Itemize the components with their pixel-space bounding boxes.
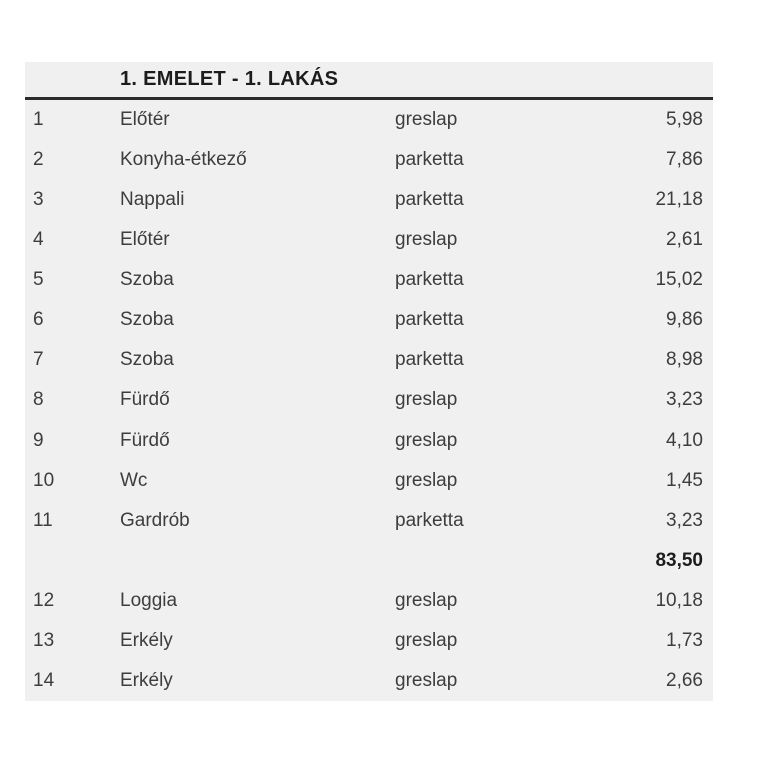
area-value: 21,18	[655, 189, 703, 211]
table-row	[25, 581, 713, 621]
row-number: 14	[33, 669, 55, 691]
row-number: 7	[33, 349, 44, 371]
table-title: 1. EMELET - 1. LAKÁS	[120, 68, 339, 90]
table-row	[25, 421, 713, 461]
room-name: Konyha-étkező	[120, 149, 247, 171]
row-number: 4	[33, 229, 44, 251]
room-name: Szoba	[120, 349, 174, 371]
room-name: Előtér	[120, 229, 170, 251]
table-row	[25, 380, 713, 420]
table-row	[25, 140, 713, 180]
row-number: 6	[33, 309, 44, 331]
area-value: 4,10	[666, 429, 703, 451]
room-name: Nappali	[120, 189, 185, 211]
area-value: 10,18	[655, 589, 703, 611]
table-header-row	[25, 62, 713, 100]
material: parketta	[395, 349, 464, 371]
table-row	[25, 340, 713, 380]
table-row	[25, 220, 713, 260]
room-name: Loggia	[120, 589, 178, 611]
material: parketta	[395, 509, 464, 531]
row-number: 5	[33, 269, 44, 291]
row-number: 1	[33, 109, 44, 131]
area-value: 3,23	[666, 389, 703, 411]
room-name: Szoba	[120, 269, 174, 291]
area-value: 9,86	[666, 309, 703, 331]
material: greslap	[395, 589, 458, 611]
room-name: Fürdő	[120, 389, 170, 411]
table-row	[25, 180, 713, 220]
table-rows	[25, 100, 713, 701]
area-value: 3,23	[666, 509, 703, 531]
table-row	[25, 260, 713, 300]
row-number: 11	[33, 509, 53, 531]
material: greslap	[395, 109, 458, 131]
table-row	[25, 541, 713, 581]
area-value: 7,86	[666, 149, 703, 171]
row-number: 3	[33, 189, 44, 211]
room-name: Szoba	[120, 309, 174, 331]
table-row	[25, 621, 713, 661]
area-value: 1,73	[666, 629, 703, 651]
material: greslap	[395, 429, 458, 451]
area-value: 15,02	[655, 269, 703, 291]
room-name: Előtér	[120, 109, 170, 131]
room-name: Gardrób	[120, 509, 190, 531]
room-name: Erkély	[120, 629, 173, 651]
table-row	[25, 300, 713, 340]
table-row	[25, 100, 713, 140]
room-name: Erkély	[120, 669, 173, 691]
material: greslap	[395, 629, 458, 651]
material: greslap	[395, 389, 458, 411]
table-row	[25, 501, 713, 541]
row-number: 12	[33, 589, 55, 611]
area-value: 8,98	[666, 349, 703, 371]
area-value: 5,98	[666, 109, 703, 131]
table-row	[25, 661, 713, 701]
area-value: 2,61	[666, 229, 703, 251]
row-number: 2	[33, 149, 44, 171]
material: parketta	[395, 189, 464, 211]
material: parketta	[395, 309, 464, 331]
area-value: 83,50	[655, 549, 703, 571]
room-name: Fürdő	[120, 429, 170, 451]
row-number: 10	[33, 469, 55, 491]
area-value: 1,45	[666, 469, 703, 491]
table-row	[25, 461, 713, 501]
row-number: 8	[33, 389, 44, 411]
row-number: 9	[33, 429, 44, 451]
room-name: Wc	[120, 469, 148, 491]
material: greslap	[395, 229, 458, 251]
material: parketta	[395, 149, 464, 171]
area-value: 2,66	[666, 669, 703, 691]
material: parketta	[395, 269, 464, 291]
area-table	[25, 62, 713, 701]
material: greslap	[395, 669, 458, 691]
material: greslap	[395, 469, 458, 491]
row-number: 13	[33, 629, 55, 651]
